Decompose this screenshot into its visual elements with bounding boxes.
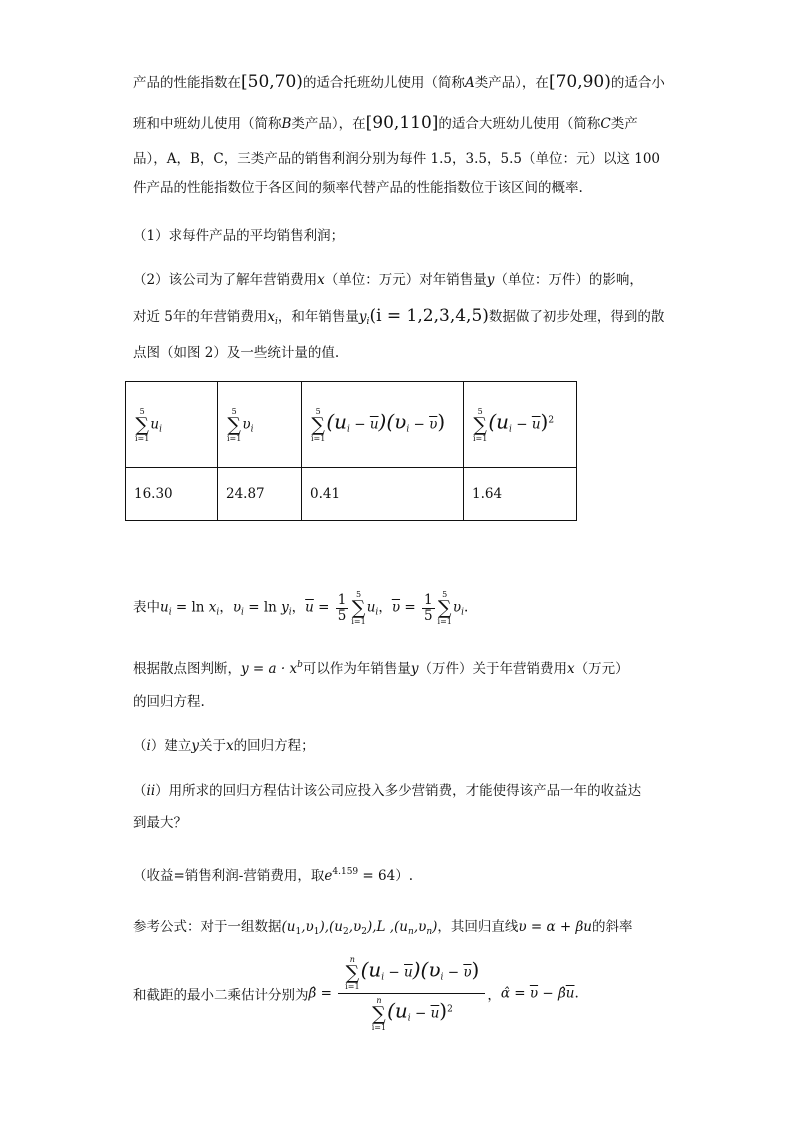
question-2-line2: 对近 5年的年营销费用$x_i$，和年销售量$y_i(i = 1,2,3,4,5)$数据做了初步处理，得到的散 — [133, 306, 665, 327]
statistics-table — [125, 381, 577, 521]
text: 参考公式：对于一组数据 — [133, 919, 282, 935]
text: C — [600, 116, 611, 132]
text: 的适合小 — [610, 75, 665, 91]
text: e — [324, 868, 333, 884]
text: 表中 — [133, 599, 160, 616]
text: （收益=销售利润-营销费用，取 — [133, 868, 325, 884]
text: 类产品），在 — [291, 116, 366, 132]
text: 关于 — [198, 738, 226, 754]
interval-b: [70,90) — [548, 72, 611, 92]
text: 的适合大班幼儿使用（简称 — [438, 116, 601, 132]
text: = 64）. — [358, 868, 414, 884]
text: 产品的性能指数在 — [133, 75, 241, 91]
text: = — [313, 599, 334, 616]
interval-a: [50,70) — [241, 72, 303, 92]
table-cell: 16.30 — [126, 468, 218, 521]
text: （ — [133, 738, 147, 754]
text: . — [464, 599, 469, 616]
text: 对近 5年的年营销费用 — [133, 309, 268, 325]
text: 数据做了初步处理，得到的散 — [488, 309, 665, 325]
text: 类产 — [610, 116, 638, 132]
text: = ln — [171, 599, 209, 616]
text: ii — [146, 783, 156, 799]
header-sum-u-sq: 5 ∑ i=1 $(u_i - \overline{u})^2$ — [464, 382, 577, 468]
header-sum-uv: 5 ∑ i=1 $(u_i - \overline{u})(\upsilon_i - \overline{\upsilon})$ — [302, 382, 464, 468]
text: y — [191, 738, 199, 754]
question-1: （1）求每件产品的平均销售利润； — [133, 228, 345, 244]
text: （单位：万元）对年销售量 — [324, 272, 487, 288]
text: α̂ = — [500, 985, 530, 1002]
para1-line3: 品），A，B，C，三类产品的销售利润分别为每件 1.5，3.5，5.5（单位：元）以这 100 — [133, 151, 661, 167]
text: B — [281, 116, 292, 132]
para1-line2 — [133, 113, 638, 134]
table-cell: 1.64 — [464, 468, 577, 521]
text: （ — [133, 783, 147, 799]
header-sum-u: 5 ∑ i=1 $u_i$ — [126, 382, 218, 468]
text: （单位：万件）的影响， — [494, 272, 643, 288]
text: 班和中班幼儿使用（简称 — [133, 116, 282, 132]
text: = — [400, 599, 420, 616]
definitions-line: 表中$u_i = \ln x_i$，$\upsilon_i = \ln y_i$，$\overline{u}$ = $\frac{1}{5}$ 5 ∑ i=1 $u_i$，$\overline{\upsilon}$ = $\frac{1}{5}$ 5 ∑ i=1 $\upsilon_i$. — [133, 590, 469, 626]
text: (u — [281, 919, 296, 935]
text: y — [358, 309, 367, 325]
para1-line1 — [133, 72, 665, 93]
text: b — [297, 660, 303, 670]
text: （万元） — [574, 661, 629, 677]
judge-line1 — [133, 655, 629, 679]
text: $\overline{\upsilon}$ — [391, 599, 401, 616]
text: ， — [378, 599, 392, 616]
text: ),(u — [319, 919, 343, 935]
text: x — [267, 309, 276, 325]
text: x — [566, 661, 575, 677]
reference-line1: 参考公式：对于一组数据$(u_1,\upsilon_1),(u_2,\upsilon_2),L$ $,(u_n,\upsilon_n)$，其回归直线υ = α + βu的斜率 — [133, 919, 633, 937]
text: 的斜率 — [592, 919, 633, 935]
text: ， — [219, 599, 233, 616]
text: $\overline{u}$ — [305, 599, 314, 616]
question-2-line1 — [133, 270, 643, 290]
text: ) — [432, 919, 438, 935]
reference-line2 — [133, 955, 579, 1032]
text: = ln — [243, 599, 282, 616]
text: 的适合托班幼儿使用（简称 — [302, 75, 465, 91]
text: x — [317, 272, 325, 288]
text: ，其回归直线 — [437, 919, 519, 935]
text: 和截距的最小二乘估计分别为 — [133, 987, 309, 1004]
text: x — [225, 738, 234, 754]
text: A — [464, 75, 475, 91]
text: ),L ,(u — [366, 919, 409, 935]
table-row — [126, 468, 577, 521]
text: ）建立 — [150, 738, 192, 754]
text: ， — [487, 987, 501, 1004]
table-cell: 0.41 — [302, 468, 464, 521]
text: ，和年销售量 — [277, 309, 359, 325]
text: u — [366, 599, 376, 616]
text: （万件）关于年营销费用 — [418, 661, 567, 677]
table-header-row — [126, 382, 577, 468]
text: i — [146, 738, 151, 754]
least-squares-fraction: n ∑ i=1 $(u_i - \overline{u})(\upsilon_i - \overline{\upsilon})$ n ∑ i=1 $(u_i - \overline{u})^2$ — [338, 955, 485, 1032]
text: x — [208, 599, 217, 616]
text: u — [160, 599, 169, 616]
text: y — [281, 599, 289, 616]
profit-note — [133, 862, 413, 886]
text: $\overline{\upsilon}$ — [529, 985, 539, 1002]
sub-question-ii-line1 — [133, 781, 641, 801]
text: y = a · x — [241, 661, 298, 677]
judge-line2: 的回归方程. — [133, 694, 205, 710]
para1-line4: 件产品的性能指数位于各区间的频率代替产品的性能指数位于该区间的概率. — [133, 180, 583, 196]
text: 可以作为年销售量 — [302, 661, 411, 677]
text: ,υ — [301, 919, 314, 935]
text: ， — [291, 599, 306, 616]
sub-question-i — [133, 736, 315, 756]
text: 类产品），在 — [474, 75, 549, 91]
text: $\overline{u}$ — [565, 985, 575, 1002]
text: υ = α + βu — [518, 919, 593, 935]
index-range: (i = 1,2,3,4,5) — [369, 306, 489, 326]
text: 根据散点图判断， — [133, 661, 241, 677]
text: y — [486, 272, 495, 288]
interval-c: [90,110] — [365, 113, 439, 133]
text: ,υ — [413, 919, 427, 935]
text: 4.159 — [332, 867, 359, 877]
text: 的回归方程； — [233, 738, 315, 754]
sub-question-ii-line2: 到最大？ — [133, 815, 187, 831]
text: . — [574, 985, 579, 1002]
table-cell: 24.87 — [218, 468, 302, 521]
text: y — [410, 661, 419, 677]
question-2-line3: 点图（如图 2）及一些统计量的值. — [133, 345, 340, 361]
text: β̂ = — [308, 985, 337, 1002]
header-sum-v: 5 ∑ i=1 $\upsilon_i$ — [218, 382, 302, 468]
text: υ — [452, 599, 462, 616]
text: υ — [232, 599, 242, 616]
text: ,υ — [348, 919, 362, 935]
text: ）用所求的回归方程估计该公司应投入多少营销费，才能使得该产品一年的收益达 — [155, 783, 642, 799]
text: − β̂ — [538, 985, 566, 1002]
text: （2）该公司为了解年营销费用 — [133, 272, 318, 288]
